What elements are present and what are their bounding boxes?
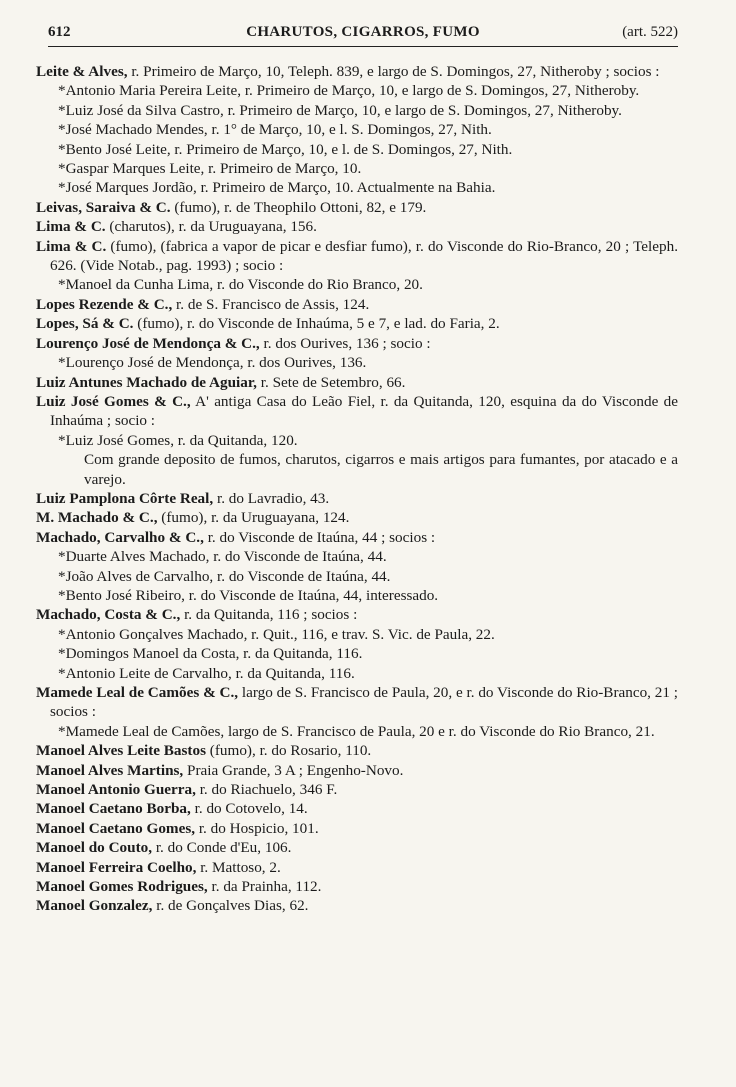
firm-address: r. Sete de Setembro, 66.	[256, 373, 406, 391]
firm-entry	[36, 217, 678, 236]
firm-name: Manoel Alves Leite Bastos	[36, 742, 206, 760]
firm-address: (fumo), r. da Uruguayana, 124.	[157, 509, 350, 527]
firm-entry	[36, 683, 678, 722]
partner-entry: *Domingos Manoel da Costa, r. da Quitanda, 116.	[58, 645, 363, 663]
firm-address: (charutos), r. da Uruguayana, 156.	[105, 218, 317, 236]
firm-name: Leivas, Saraiva & C.	[36, 198, 171, 216]
firm-entry	[36, 780, 678, 799]
firm-name: Luiz José Gomes & C.,	[36, 392, 191, 410]
firm-address: (fumo), r. do Rosario, 110.	[206, 742, 372, 760]
running-title: CHARUTOS, CIGARROS, FUMO	[246, 24, 480, 40]
firm-name: Mamede Leal de Camões & C.,	[36, 684, 239, 701]
firm-entry	[36, 896, 678, 915]
firm-name: Lima & C.	[36, 237, 107, 255]
firm-entry	[36, 508, 678, 527]
firm-name: Lourenço José de Mendonça & C.,	[36, 334, 260, 352]
firm-address: r. de Gonçalves Dias, 62.	[152, 897, 309, 915]
firm-entry	[36, 605, 678, 624]
firm-address: (fumo), r. de Theophilo Ottoni, 82, e 179.	[170, 198, 427, 216]
firm-entry	[36, 799, 678, 818]
firm-entry	[36, 198, 678, 217]
firm-entry	[36, 334, 678, 353]
firm-address: r. do Cotovelo, 14.	[190, 800, 308, 818]
firm-address: r. do Riachuelo, 346 F.	[195, 781, 338, 799]
firm-address: Praia Grande, 3 A ; Engenho-Novo.	[183, 761, 404, 779]
firm-name: Manoel Alves Martins,	[36, 761, 184, 779]
firm-address: r. de S. Francisco de Assis, 124.	[172, 295, 370, 313]
partner-entry: *Manoel da Cunha Lima, r. do Visconde do Rio Branco, 20.	[58, 276, 423, 294]
firm-note: Com grande deposito de fumos, charutos, cigarros e mais artigos para fumantes, por atacado e a varejo.	[84, 451, 678, 488]
firm-entry	[36, 858, 678, 877]
firm-entry	[36, 295, 678, 314]
firm-address: (fumo), (fabrica a vapor de picar e desfiar fumo), r. do Visconde do Rio-Branco, 20 ; Teleph. 626. (Vide Notab., pag. 1993) ; socio :	[50, 237, 678, 275]
firm-name: Lopes, Sá & C.	[36, 315, 134, 333]
header-rule	[48, 46, 678, 47]
firm-name: Manoel Ferreira Coelho,	[36, 858, 197, 876]
partner-entry: *Antonio Leite de Carvalho, r. da Quitanda, 116.	[58, 664, 355, 682]
entry-list	[36, 62, 678, 916]
firm-entry	[36, 237, 678, 276]
firm-address: A' antiga Casa do Leão Fiel, r. da Quitanda, 120, esquina da do Visconde de Inhaúma ; socio :	[50, 392, 678, 430]
firm-name: Machado, Carvalho & C.,	[36, 528, 204, 546]
firm-address: r. Mattoso, 2.	[196, 858, 281, 876]
partner-entry: *Bento José Leite, r. Primeiro de Março, 10, e l. de S. Domingos, 27, Nith.	[58, 140, 513, 158]
firm-entry	[36, 489, 678, 508]
article-reference: (art. 522)	[622, 24, 678, 40]
partner-entry: *Antonio Gonçalves Machado, r. Quit., 116, e trav. S. Vic. de Paula, 22.	[58, 625, 495, 643]
firm-address: r. do Visconde de Itaúna, 44 ; socios :	[203, 528, 436, 546]
partner-entry: *João Alves de Carvalho, r. do Visconde de Itaúna, 44.	[58, 567, 391, 585]
firm-address: r. do Lavradio, 43.	[213, 489, 330, 507]
partner-entry: *Duarte Alves Machado, r. do Visconde de Itaúna, 44.	[58, 548, 387, 566]
firm-name: Lima & C.	[36, 218, 106, 236]
partner-entry: *Luiz José Gomes, r. da Quitanda, 120.	[58, 431, 298, 449]
firm-address: r. do Conde d'Eu, 106.	[152, 839, 292, 857]
firm-entry	[36, 392, 678, 431]
firm-name: Machado, Costa & C.,	[36, 606, 181, 624]
firm-entry	[36, 761, 678, 780]
firm-name: Manoel Antonio Guerra,	[36, 781, 196, 799]
firm-name: Leite & Alves,	[36, 63, 128, 80]
firm-name: Luiz Antunes Machado de Aguiar,	[36, 373, 257, 391]
firm-address: r. dos Ourives, 136 ; socio :	[259, 334, 431, 352]
partner-entry: *José Machado Mendes, r. 1° de Março, 10, e l. S. Domingos, 27, Nith.	[58, 121, 492, 139]
firm-name: M. Machado & C.,	[36, 509, 158, 527]
firm-name: Luiz Pamplona Côrte Real,	[36, 489, 214, 507]
firm-address: r. da Prainha, 112.	[207, 878, 322, 896]
partner-entry: *Bento José Ribeiro, r. do Visconde de Itaúna, 44, interessado.	[58, 586, 439, 604]
page-header	[48, 20, 678, 48]
firm-name: Manoel Gomes Rodrigues,	[36, 878, 208, 896]
firm-entry	[36, 741, 678, 760]
firm-name: Lopes Rezende & C.,	[36, 295, 173, 313]
firm-entry	[36, 314, 678, 333]
firm-entry	[36, 819, 678, 838]
firm-name: Manoel do Couto,	[36, 839, 153, 857]
firm-entry	[36, 838, 678, 857]
firm-address: r. Primeiro de Março, 10, Teleph. 839, e largo de S. Domingos, 27, Nitheroby ; socios :	[127, 63, 660, 80]
page-number: 612	[48, 24, 71, 40]
partner-entry: *Lourenço José de Mendonça, r. dos Ourives, 136.	[58, 354, 367, 372]
partner-entry: *Antonio Maria Pereira Leite, r. Primeiro de Março, 10, e largo de S. Domingos, 27, Nitheroby.	[58, 82, 640, 100]
firm-entry	[36, 373, 678, 392]
firm-address: (fumo), r. do Visconde de Inhaúma, 5 e 7, e lad. do Faria, 2.	[133, 315, 500, 333]
partner-entry: *Mamede Leal de Camões, largo de S. Francisco de Paula, 20 e r. do Visconde do Rio Branco, 21.	[58, 722, 655, 740]
firm-name: Manoel Caetano Borba,	[36, 800, 191, 818]
firm-address: largo de S. Francisco de Paula, 20, e r. do Visconde do Rio-Branco, 21 ; socios :	[50, 684, 678, 721]
firm-address: r. da Quitanda, 116 ; socios :	[180, 606, 358, 624]
firm-address: r. do Hospicio, 101.	[195, 819, 319, 837]
firm-entry	[36, 62, 678, 81]
firm-entry	[36, 877, 678, 896]
partner-entry: *José Marques Jordão, r. Primeiro de Março, 10. Actualmente na Bahia.	[58, 179, 496, 197]
firm-entry	[36, 528, 678, 547]
firm-name: Manoel Caetano Gomes,	[36, 819, 196, 837]
partner-entry: *Gaspar Marques Leite, r. Primeiro de Março, 10.	[58, 160, 362, 178]
partner-entry: *Luiz José da Silva Castro, r. Primeiro de Março, 10, e largo de S. Domingos, 27, Nitheroby.	[58, 101, 622, 119]
firm-name: Manoel Gonzalez,	[36, 897, 153, 915]
